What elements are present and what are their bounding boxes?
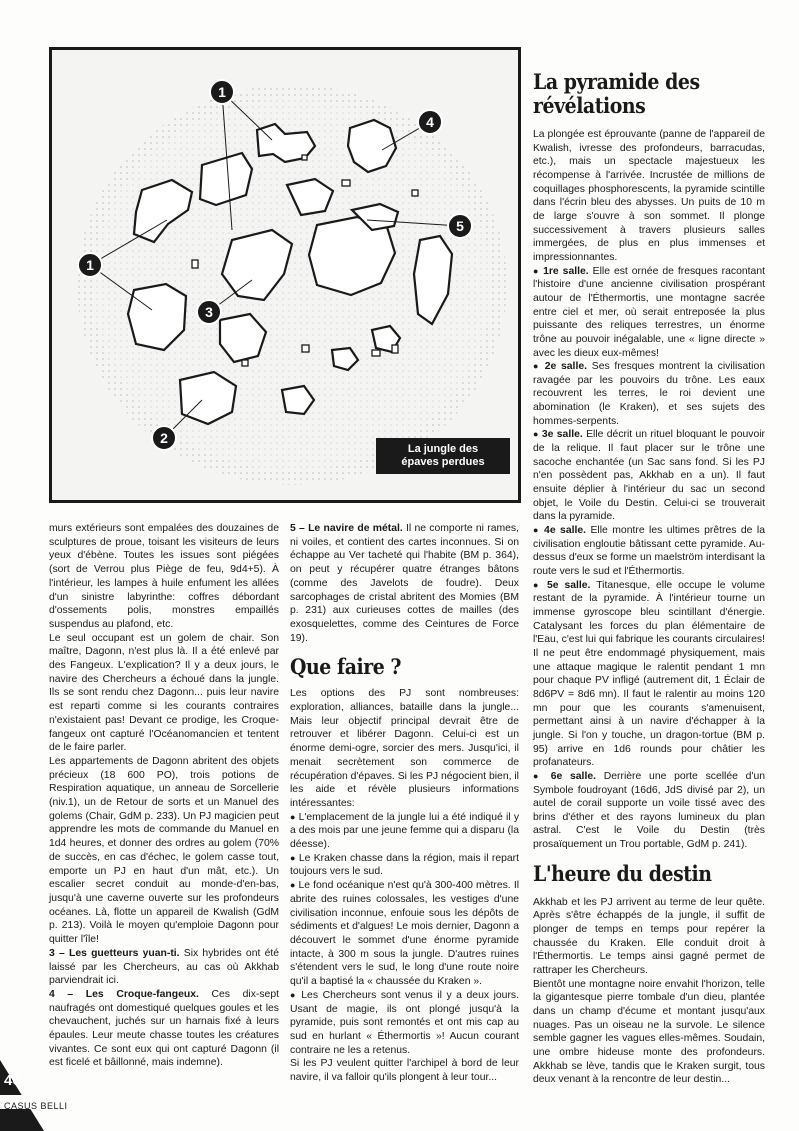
svg-text:3: 3 (205, 304, 213, 320)
salle-6-text: Derrière une porte scellée d'un Symbole foudroyant (16d6, JdS divisé par 2), un autel de corail supporte un voile tissé avec des brins d'éther et des rayons lumineux du plan astral. C'est le Voile du Destin (très prosaïquement un Trou portable, GdM p. 241). (533, 770, 766, 851)
croque-fangeux-text: Ces dix-sept naufragés ont domestiqué quelques goules et les chevauchent, juchés sur un harnais fixé à leurs épaules. Leur meute chasse toutes les créatures vivantes. Ce sont eux qui ont capturé Dagonn (il est ficelé et bâillonné, mais indemne). (49, 988, 279, 1069)
salle-2 (533, 360, 765, 428)
left-paragraph-3: Les appartements de Dagonn abritent des objets précieux (18 600 PO), trois potions de Respiration aquatique, un anneau de Sorcellerie (niv.1), un de Retour de sorts et un Manuel des golems (Chair, GdM p. 233). Un PJ magicien peut apprendre les mots de commande du Manuel en 1d4 heures, et donner des ordres au golem (70% de succès, en cas d'échec, le golem casse tout, emporte un PJ en haut d'un mât, etc.). Un escalier secret conduit au monde-d'en-bas, jusqu'à une caverne ouverte sur les profondeurs océanes. Là, flotte un appareil de Kwalish (GdM p. 213). Voilà le moyen qu'emploie Dagonn pour quitter l'île! (49, 755, 279, 946)
salle-4-head: 4e salle. (544, 525, 587, 537)
map-caption (376, 438, 510, 474)
left-paragraph-2: Le seul occupant est un golem de chair. Son maître, Dagonn, n'est plus là. Il a été enlevé par des Fangeux. L'explication? Il y a deux jours, le navire des Chercheurs a échoué dans la jungle. Ils se sont rendu chez Dagonn... puis leur navire est reparti comme si les courants contraires n'existaient pas! Devant ce prodige, les Croque-fangeux ont capturé l'Océanomancien et tentent de le faire parler. (49, 632, 279, 754)
salle-2-text: Ses fresques montrent la civilisation ravagée par les pouvoirs du trône. Les eaux recouvrent les terres, le roi devient une abomination (le Kraken), et ses sujets des hommes-serpents. (533, 361, 765, 427)
marker-1-top (210, 80, 234, 104)
page-number: 46 (4, 1072, 21, 1089)
que-faire-intro: Les options des PJ sont nombreuses: exploration, alliances, bataille dans la jungle... Mais leur objectif principal devrait être de retrouver et libérer Dagonn. Celui-ci est un énorme demi-ogre, sorcier des mers. Jusqu'ici, il menait secrètement son commerce de récupération d'épaves. Si les PJ négocient bien, il les aide et révèle plusieurs informations intéressantes: (290, 688, 519, 809)
salle-3 (533, 428, 765, 524)
guetteurs-paragraph (49, 947, 279, 988)
marker-2 (152, 426, 176, 450)
salle-4-text: Elle montre les ultimes prêtres de la civilisation engloutie bâtissant cette pyramide. Au-dessus d'eux se forme un maelström interdisant la route vers le sud et l'Éthermortis. (533, 525, 765, 577)
guetteurs-head: 3 – Les guetteurs yuan-ti. (49, 947, 180, 959)
left-column (49, 522, 279, 1070)
salle-5 (533, 579, 765, 770)
salle-6-head: 6e salle. (550, 770, 596, 782)
navire-paragraph (290, 522, 519, 645)
salle-4 (533, 524, 765, 579)
salle-5-head: 5e salle. (546, 579, 591, 591)
marker-4 (418, 110, 442, 134)
destin-paragraph-1: Akkhab et les PJ arrivent au terme de leur quête. Après s'être échappés de la jungle, il suffit de plonger de temps en temps pour repérer la chaussée du Kraken. Elle conduit droit à l'Éthermortis. Le temps ainsi gagné permet de rattraper les Chercheurs. (533, 896, 765, 977)
navire-head: 5 – Le navire de métal. (290, 523, 403, 534)
svg-text:2: 2 (160, 430, 168, 446)
svg-text:1: 1 (218, 84, 226, 100)
info-item-3: ● Le fond océanique n'est qu'à 300-400 mètres. Il abrite des ruines colossales, les vestiges d'une civilisation inconnue, enfouie sous les dépôts de sédiments et d'algues! Le mois dernier, Dagonn a découvert le sommet d'une énorme pyramide intacte, à 300 m sous la jungle. D'autres ruines s'étendent vers le sud, le long d'une route noire qu'il a baptisé la « chaussée du Kraken ». (290, 879, 519, 989)
jungle-map (49, 47, 521, 503)
info-item-1: ● L'emplacement de la jungle lui a été indiqué il y a des mois par une jeune femme qui a disparu (la déesse). (290, 811, 519, 852)
section-title-que-faire: Que faire ? (290, 654, 402, 680)
marker-1-left (78, 253, 102, 277)
info-item-2: ● Le Kraken chasse dans la région, mais il repart toujours vers le sud. (290, 852, 519, 879)
salle-1-text: Elle est ornée de fresques racontant l'histoire d'une ancienne civilisation prospérant autour de l'Éthermortis, une montagne sacrée entre ciel et mer, où serait entreposée la plus puissante des reliques terrestres, un énorme trône au pouvoir inégalable, une « ligne directe » avec les dieux eux-mêmes! (533, 265, 765, 359)
salle-6 (533, 770, 765, 852)
marker-3 (197, 300, 221, 324)
right-column (533, 70, 765, 1087)
map-caption-line2: épaves perdues (401, 456, 485, 468)
salle-5-text: Titanesque, elle occupe le volume restant de la pyramide. À l'intérieur tourne un immense gyroscope bleu scintillant d'énergie. Catalysant les forces du plan élémentaire de l'Eau, c'est lui qui fabrique les courants circulaires! Il ne peut être endommagé physiquement, mais une attaque magique le ralentit pendant 1 mn pour chaque PV infligé (autrement dit, 1 Éclair de 8d6PV = 8d6 mn). Il faut le ralentir au moins 120 mn pour que les courants s'amenuisent, permettant ainsi à un navire d'échapper à la jungle. Si l'on y touche, un dragon-tortue (BM p. 95) arrive en 1d6 rounds pour châtier les profanateurs. (533, 579, 765, 769)
salle-1 (533, 265, 765, 361)
croque-fangeux-head: 4 – Les Croque-fangeux. (49, 988, 199, 1000)
guetteurs-text: Six hybrides ont été laissé par les Chercheurs, au cas où Akkhab parviendrait ici. (49, 947, 280, 987)
section-title-destin: L'heure du destin (533, 860, 712, 886)
map-caption-line1: La jungle des (407, 443, 479, 455)
info-item-4: ● Les Chercheurs sont venus il y a deux jours. Usant de magie, ils ont plongé jusqu'à la pyramide, puis sont remontés et ont mis cap au sud en hurlant « Éthermortis »! Aucun courant contraire ne les a retenus. (290, 989, 519, 1058)
salle-3-head: 3e salle. (541, 429, 583, 441)
destin-paragraph-2: Bientôt une montagne noire envahit l'horizon, telle la gigantesque pierre tombale d'un dieu, plantée dans un champ d'écume et montant jusqu'aux nuages. Pas un oiseau ne la survole. Le silence semble gagner les vagues elles-mêmes. Soudain, une ombre hideuse monte des profondeurs. Akkhab se lève, tandis que le Kraken surgit, tous deux venant à la rencontre de leur destin... (533, 978, 765, 1086)
navire-text: Il ne comporte ni rames, ni voiles, et contient des cartes inconnues. Si on échappe au Ver tacheté qui l'habite (BM p. 364), on peut y récupérer quatre étranges bâtons (comme des Javelots de foudre). Deux sarcophages de cristal abritent des Momies (BM p. 231) aux curieuses cottes de mailles (des exosquelettes, comme des Ceintures de Force 19). (290, 523, 519, 644)
left-paragraph-1: murs extérieurs sont empalées des douzaines de sculptures de proue, toisant les visiteurs de leurs yeux d'ébène. Toutes les issues sont piégées (sort de Verrou plus Piège de feu, 9d4+5). À l'intérieur, les lampes à huile enfument les allées d'un sinistre labyrinthe: coffres débordant d'ossements polis, monstres empaillés suspendus au plafond, etc. (49, 523, 279, 630)
magazine-brand: CASUS BELLI (4, 1101, 68, 1111)
section-title-pyramide: La pyramide des révélations (533, 69, 700, 118)
svg-text:5: 5 (456, 218, 464, 234)
map-drawing (52, 50, 518, 500)
marker-5 (448, 214, 472, 238)
que-faire-conclusion: Si les PJ veulent quitter l'archipel à bord de leur navire, il va falloir qu'ils plongent à leur tour... (290, 1058, 519, 1084)
salle-3-text: Elle décrit un rituel bloquant le pouvoir de la relique. Il faut placer sur le trône une sacoche enchantée (un Sac sans fond. Si les PJ n'en possèdent pas, Akkhab en a un). Il faut ensuite déplier à l'intérieur du sac un second objet, le Voile du Destin. Celui-ci se trouverait dans la pyramide. (533, 429, 766, 523)
salle-1-head: 1re salle. (543, 265, 589, 277)
salle-2-head: 2e salle. (544, 361, 587, 373)
middle-column (290, 522, 519, 1085)
pyramide-intro: La plongée est éprouvante (panne de l'appareil de Kwalish, ivresse des profondeurs, barracudas, etc.), mais un spectacle majestueux les récompense à l'arrivée. Incrustée de millions de coquillages phosphorescents, la pyramide scintille dans l'écrin bleu des abysses. Un puits de 10 m de large s'ouvre à son sommet. Il plonge successivement à travers plusieurs salles immergées, de plus en plus immenses et impressionnantes. (533, 129, 765, 263)
svg-text:1: 1 (86, 257, 94, 273)
croque-fangeux-paragraph (49, 988, 279, 1070)
svg-text:4: 4 (426, 114, 434, 130)
